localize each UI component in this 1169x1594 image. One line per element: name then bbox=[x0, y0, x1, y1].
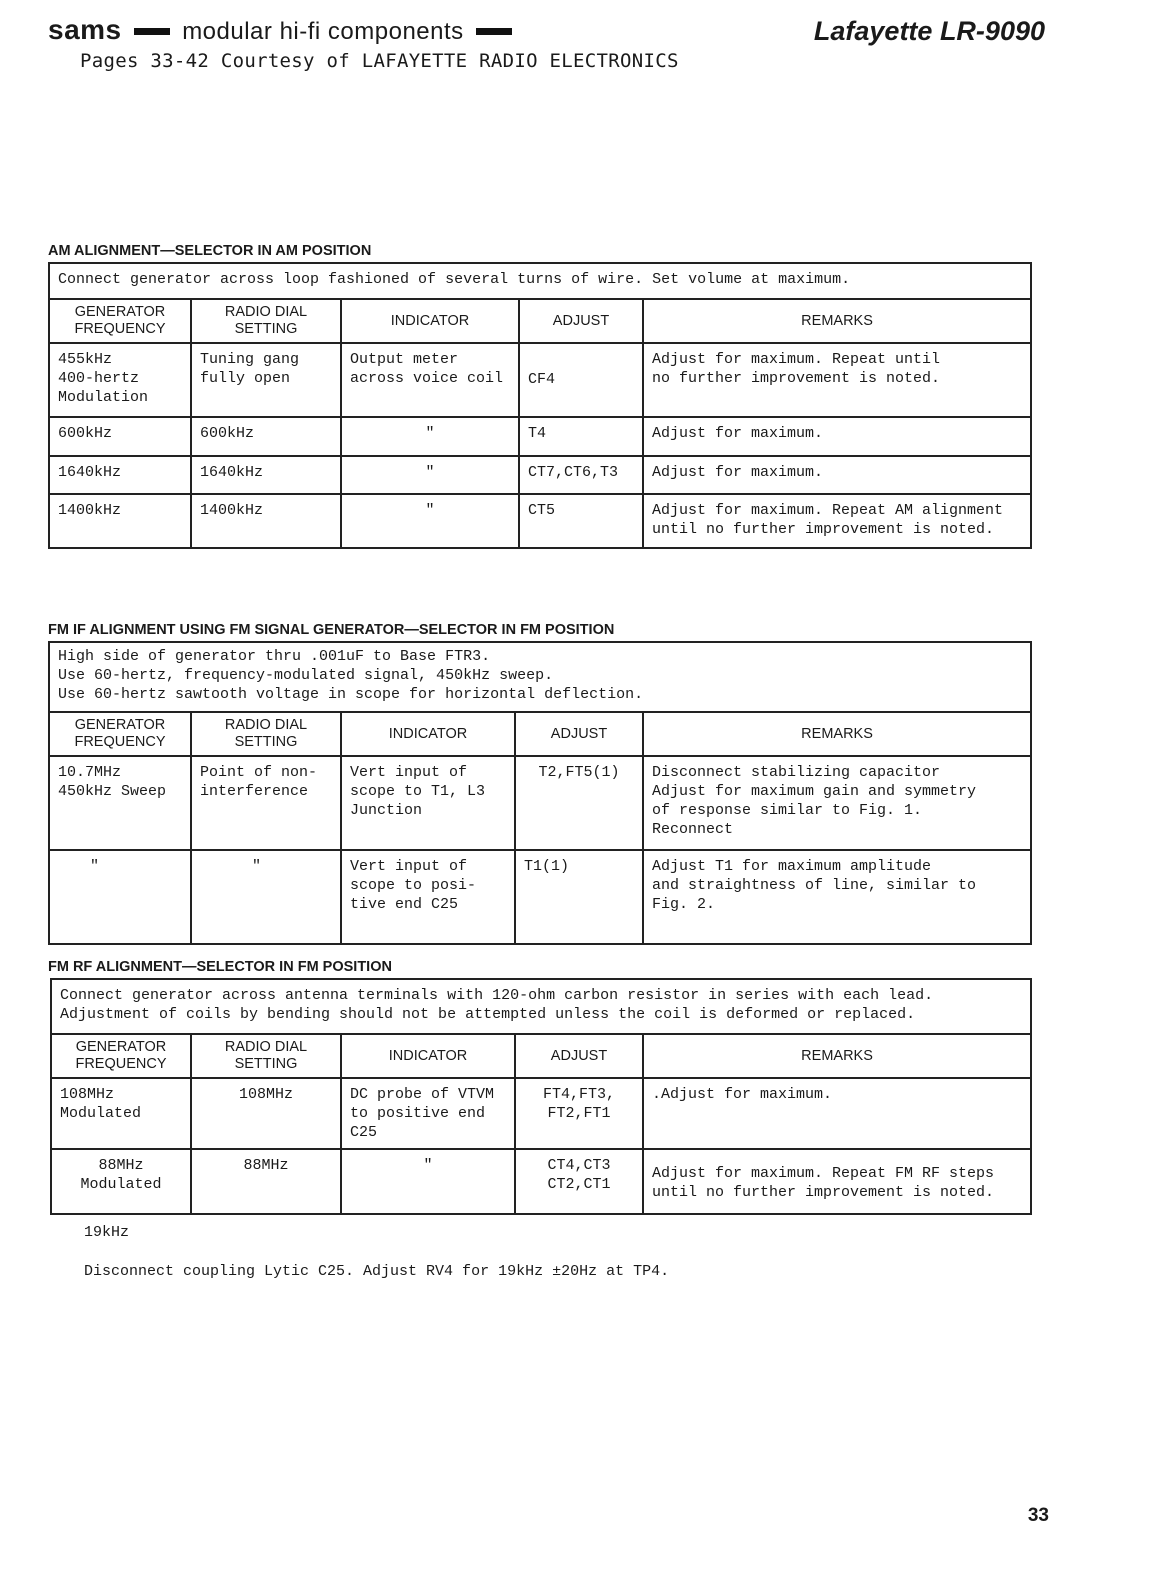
fmrf-col-indicator: INDICATOR bbox=[341, 1034, 515, 1078]
cell-freq: 108MHz Modulated bbox=[51, 1078, 191, 1149]
cell-freq: 88MHz Modulated bbox=[51, 1149, 191, 1214]
cell-dial: Tuning gang fully open bbox=[191, 343, 341, 417]
brand-logo: sams bbox=[48, 14, 122, 45]
table-row bbox=[51, 1078, 1031, 1149]
fmif-col-remarks: REMARKS bbox=[643, 712, 1031, 756]
am-col-dial: RADIO DIAL SETTING bbox=[191, 299, 341, 343]
fmif-alignment-table bbox=[48, 641, 1032, 945]
footer-frequency: 19kHz bbox=[84, 1224, 130, 1241]
cell-adjust: CF4 bbox=[519, 343, 643, 417]
cell-indicator: DC probe of VTVM to positive end C25 bbox=[341, 1078, 515, 1149]
table-row bbox=[49, 756, 1031, 850]
fmif-note: High side of generator thru .001uF to Base FTR3. Use 60-hertz, frequency-modulated signal, 450kHz sweep. Use 60-hertz sawtooth voltage in scope for horizontal deflection. bbox=[49, 642, 1031, 712]
brand-subtitle: modular hi-fi components bbox=[182, 18, 464, 45]
brand-bar-right bbox=[476, 28, 512, 35]
am-alignment-table bbox=[48, 262, 1032, 549]
footer-instruction: Disconnect coupling Lytic C25. Adjust RV4 for 19kHz ±20Hz at TP4. bbox=[84, 1263, 670, 1280]
cell-adjust: T1(1) bbox=[515, 850, 643, 944]
cell-remarks: Adjust for maximum. Repeat FM RF steps until no further improvement is noted. bbox=[643, 1149, 1031, 1214]
fmif-section-title: FM IF ALIGNMENT USING FM SIGNAL GENERATOR—SELECTOR IN FM POSITION bbox=[48, 622, 615, 638]
am-col-indicator: INDICATOR bbox=[341, 299, 519, 343]
model-title: Lafayette LR-9090 bbox=[813, 16, 1045, 46]
table-row bbox=[49, 456, 1031, 494]
cell-remarks: Adjust for maximum. Repeat until no further improvement is noted. bbox=[643, 343, 1031, 417]
table-row bbox=[49, 494, 1031, 548]
fmif-col-freq: GENERATOR FREQUENCY bbox=[49, 712, 191, 756]
cell-remarks: Adjust for maximum. bbox=[643, 417, 1031, 456]
cell-dial: 1400kHz bbox=[191, 494, 341, 548]
cell-indicator: " bbox=[341, 456, 519, 494]
am-note: Connect generator across loop fashioned of several turns of wire. Set volume at maximum. bbox=[49, 263, 1031, 299]
fmrf-note: Connect generator across antenna terminals with 120-ohm carbon resistor in series with each lead. Adjustment of coils by bending should not be attempted unless the coil is deformed or replaced. bbox=[51, 979, 1031, 1034]
fmrf-col-adjust: ADJUST bbox=[515, 1034, 643, 1078]
cell-indicator: Vert input of scope to T1, L3 Junction bbox=[341, 756, 515, 850]
fmrf-col-remarks: REMARKS bbox=[643, 1034, 1031, 1078]
cell-freq: 600kHz bbox=[49, 417, 191, 456]
cell-dial: 88MHz bbox=[191, 1149, 341, 1214]
table-row bbox=[49, 417, 1031, 456]
table-row bbox=[49, 343, 1031, 417]
cell-adjust: T4 bbox=[519, 417, 643, 456]
cell-remarks: Adjust T1 for maximum amplitude and straightness of line, similar to Fig. 2. bbox=[643, 850, 1031, 944]
fmif-col-dial: RADIO DIAL SETTING bbox=[191, 712, 341, 756]
page-number: 33 bbox=[1027, 1505, 1049, 1526]
cell-freq: 1400kHz bbox=[49, 494, 191, 548]
cell-indicator: " bbox=[341, 494, 519, 548]
cell-freq: 1640kHz bbox=[49, 456, 191, 494]
cell-adjust: FT4,FT3, FT2,FT1 bbox=[515, 1078, 643, 1149]
courtesy-line: Pages 33-42 Courtesy of LAFAYETTE RADIO ELECTRONICS bbox=[80, 50, 679, 72]
cell-dial: 600kHz bbox=[191, 417, 341, 456]
cell-freq: 10.7MHz 450kHz Sweep bbox=[49, 756, 191, 850]
fmrf-section-title: FM RF ALIGNMENT—SELECTOR IN FM POSITION bbox=[48, 959, 392, 975]
am-section-title: AM ALIGNMENT—SELECTOR IN AM POSITION bbox=[48, 243, 372, 259]
fmif-col-indicator: INDICATOR bbox=[341, 712, 515, 756]
cell-dial: 1640kHz bbox=[191, 456, 341, 494]
fmrf-col-freq: GENERATOR FREQUENCY bbox=[51, 1034, 191, 1078]
table-row bbox=[51, 1149, 1031, 1214]
am-col-adjust: ADJUST bbox=[519, 299, 643, 343]
cell-indicator: " bbox=[341, 417, 519, 456]
cell-indicator: Output meter across voice coil bbox=[341, 343, 519, 417]
brand-bar-left bbox=[134, 28, 170, 35]
cell-adjust: CT4,CT3 CT2,CT1 bbox=[515, 1149, 643, 1214]
fmrf-col-dial: RADIO DIAL SETTING bbox=[191, 1034, 341, 1078]
cell-dial: Point of non- interference bbox=[191, 756, 341, 850]
cell-adjust: T2,FT5(1) bbox=[515, 756, 643, 850]
fmrf-alignment-table bbox=[50, 978, 1032, 1215]
am-col-remarks: REMARKS bbox=[643, 299, 1031, 343]
cell-remarks: Disconnect stabilizing capacitor Adjust for maximum gain and symmetry of response similar to Fig. 1. Reconnect bbox=[643, 756, 1031, 850]
brand-header bbox=[48, 14, 516, 46]
fmif-col-adjust: ADJUST bbox=[515, 712, 643, 756]
cell-indicator: " bbox=[341, 1149, 515, 1214]
cell-dial: " bbox=[191, 850, 341, 944]
table-row bbox=[49, 850, 1031, 944]
cell-remarks: .Adjust for maximum. bbox=[643, 1078, 1031, 1149]
cell-adjust: CT5 bbox=[519, 494, 643, 548]
cell-remarks: Adjust for maximum. Repeat AM alignment until no further improvement is noted. bbox=[643, 494, 1031, 548]
cell-adjust: CT7,CT6,T3 bbox=[519, 456, 643, 494]
cell-freq: 455kHz 400-hertz Modulation bbox=[49, 343, 191, 417]
cell-indicator: Vert input of scope to posi- tive end C25 bbox=[341, 850, 515, 944]
cell-remarks: Adjust for maximum. bbox=[643, 456, 1031, 494]
am-col-freq: GENERATOR FREQUENCY bbox=[49, 299, 191, 343]
cell-freq: " bbox=[49, 850, 191, 944]
cell-dial: 108MHz bbox=[191, 1078, 341, 1149]
